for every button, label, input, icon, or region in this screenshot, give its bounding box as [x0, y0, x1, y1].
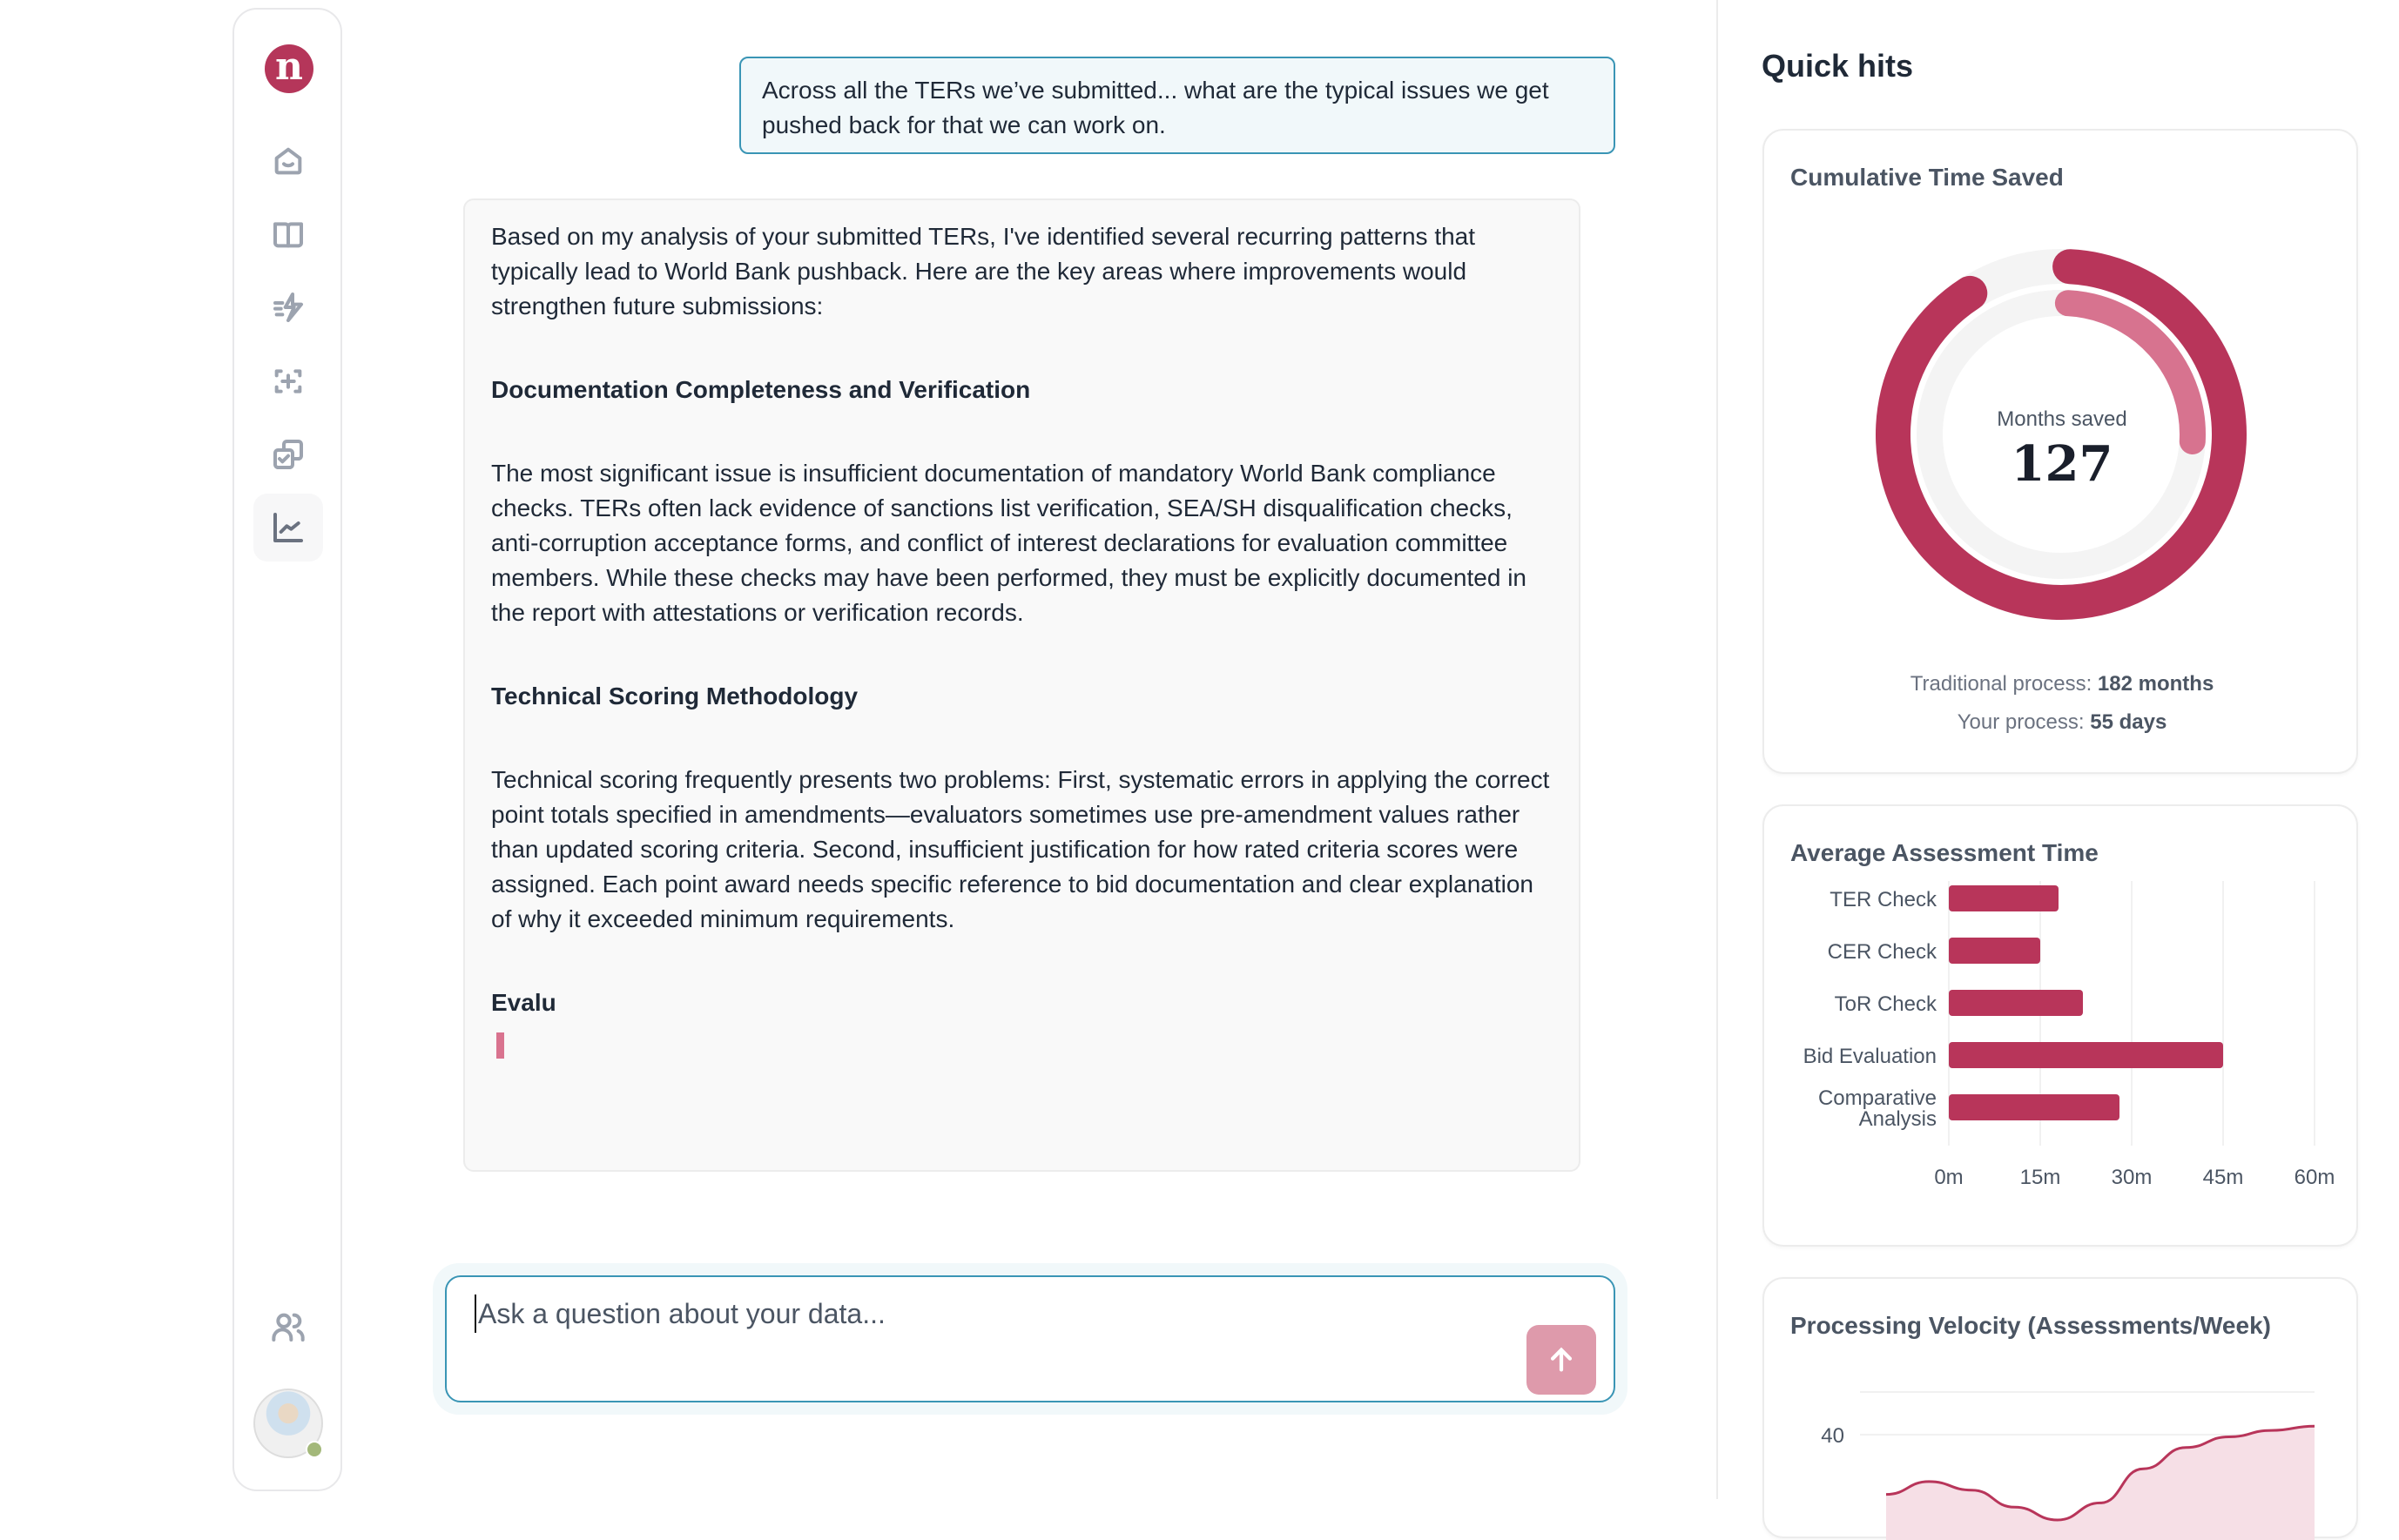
home-icon	[271, 144, 306, 178]
velocity-card	[1762, 1277, 2358, 1538]
nav-library[interactable]	[253, 200, 323, 268]
response-paragraph: Technical scoring frequently presents two problems: First, systematic errors in applying the correct point totals specified in amendments—evaluators sometimes use pre-amendment values rather than updated scoring criteria. Second, insufficient justification for how rated criteria scores were assigned. Each point award needs specific reference to bid documentation and clear explanation of why it exceeded minimum requirements.	[491, 766, 1550, 932]
stat-value: 55 days	[2090, 710, 2167, 734]
response-intro: Based on my analysis of your submitted TERs, I've identified several recurring patterns that typically lead to World Bank pushback. Here are the key areas where improvements would strengthen future submissions:	[491, 223, 1476, 319]
nav-scan[interactable]	[253, 347, 323, 415]
quick-hits-panel	[1716, 0, 2399, 1499]
response-heading: Documentation Completeness and Verification	[491, 376, 1031, 403]
donut-center-label: Months saved	[1997, 407, 2127, 431]
y-category-label: Comparative	[1817, 1086, 1937, 1110]
x-tick-label: 15m	[2019, 1166, 2061, 1189]
x-tick-label: 60m	[2294, 1166, 2335, 1189]
traditional-process-stat	[1764, 672, 2360, 696]
bar	[1949, 1042, 2223, 1068]
stat-value: 182 months	[2097, 672, 2214, 696]
logo[interactable]: n	[265, 44, 313, 93]
y-tick-label: 40	[1821, 1424, 1844, 1448]
nav-analytics[interactable]	[253, 494, 323, 562]
donut-center-value: 127	[2011, 435, 2113, 493]
y-category-label: CER Check	[1827, 940, 1937, 964]
bar	[1949, 990, 2083, 1016]
stat-label: Traditional process:	[1910, 672, 2092, 696]
users-icon	[271, 1309, 306, 1344]
streaming-indicator	[496, 1032, 504, 1059]
copy-check-icon	[271, 437, 306, 472]
panel-title: Quick hits	[1762, 48, 1914, 84]
assistant-response	[463, 198, 1580, 1172]
book-icon	[271, 217, 306, 252]
x-tick-label: 30m	[2111, 1166, 2153, 1189]
stat-label: Your process:	[1957, 710, 2085, 734]
line-chart-icon	[271, 510, 306, 545]
response-heading: Technical Scoring Methodology	[491, 683, 859, 709]
area-fill	[1886, 1426, 2315, 1540]
nav-quick-actions[interactable]	[253, 273, 323, 341]
y-category-label: TER Check	[1830, 888, 1937, 911]
bar	[1949, 885, 2059, 911]
arrow-up-icon	[1547, 1345, 1576, 1375]
scan-plus-icon	[271, 364, 306, 399]
y-category-label: Analysis	[1858, 1107, 1937, 1131]
send-button[interactable]	[1526, 1325, 1596, 1395]
bar	[1949, 938, 2040, 964]
card-title: Processing Velocity (Assessments/Week)	[1790, 1312, 2271, 1339]
lightning-icon	[271, 290, 306, 325]
nav-compare[interactable]	[253, 420, 323, 488]
y-category-label: ToR Check	[1834, 992, 1937, 1016]
chat-input[interactable]	[475, 1295, 1476, 1333]
cumulative-time-card	[1762, 129, 2358, 774]
user-message: Across all the TERs we’ve submitted... what are the typical issues we get pushed back for that we can work on.	[739, 57, 1615, 154]
sidebar	[232, 8, 342, 1491]
response-paragraph: The most significant issue is insufficient documentation of mandatory World Bank compliance checks. TERs often lack evidence of sanctions list verification, SEA/SH disqualification checks, anti-corruption acceptance forms, and conflict of interest declarations for evaluation committee members. While these checks may have been performed, they must be explicitly documented in the report with attestations or verification records.	[491, 460, 1527, 626]
x-tick-label: 45m	[2202, 1166, 2244, 1189]
y-category-label: Bid Evaluation	[1803, 1045, 1937, 1068]
avg-assessment-card	[1762, 804, 2358, 1247]
response-heading-streaming: Evalu	[491, 989, 556, 1016]
nav-home[interactable]	[253, 127, 323, 195]
your-process-stat	[1764, 710, 2360, 735]
x-tick-label: 0m	[1934, 1166, 1964, 1189]
card-title: Average Assessment Time	[1790, 839, 2099, 866]
bar	[1949, 1094, 2119, 1120]
nav-users[interactable]	[253, 1293, 323, 1361]
chat-input-box	[445, 1275, 1615, 1402]
card-title: Cumulative Time Saved	[1790, 164, 2064, 191]
online-status-dot	[306, 1441, 323, 1458]
bar-chart	[1764, 806, 2360, 1248]
